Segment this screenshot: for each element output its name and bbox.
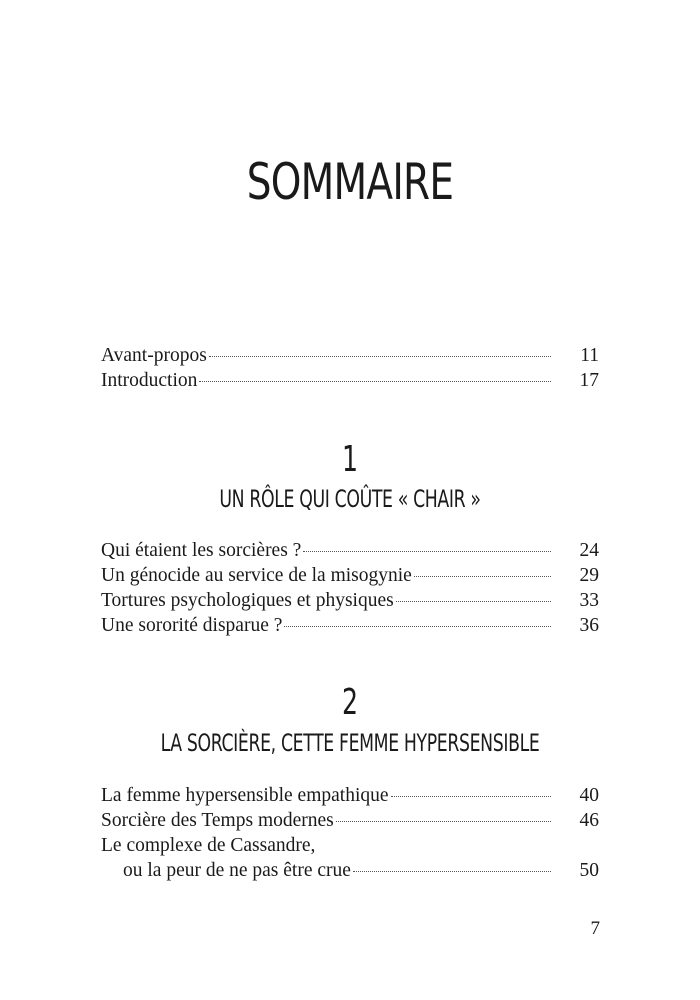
toc-entry-first-line[interactable] — [101, 833, 599, 858]
toc-entry-page: 50 — [579, 860, 599, 881]
toc-entry-page: 24 — [579, 540, 599, 561]
toc-entry[interactable] — [101, 808, 599, 833]
dot-leader — [336, 821, 551, 822]
front-matter-list — [101, 343, 599, 393]
toc-entry-label: ou la peur de ne pas être crue — [123, 860, 351, 881]
part-1-number: 1 — [341, 439, 359, 480]
toc-entry[interactable] — [101, 538, 599, 563]
toc-entry-label: Tortures psychologiques et physiques — [101, 590, 394, 611]
toc-entry-page: 29 — [579, 565, 599, 586]
toc-entry-page: 40 — [579, 785, 599, 806]
toc-entry-page: 11 — [580, 345, 599, 366]
toc-entry-page: 33 — [579, 590, 599, 611]
toc-entry[interactable] — [101, 563, 599, 588]
toc-entry-label: Le complexe de Cassandre, — [101, 835, 316, 856]
dot-leader — [199, 381, 551, 382]
dot-leader — [209, 356, 551, 357]
dot-leader — [391, 796, 551, 797]
part-2-title: LA SORCIÈRE, CETTE FEMME HYPERSENSIBLE — [160, 729, 540, 757]
page-number: 7 — [590, 918, 600, 939]
toc-entry-label: Avant-propos — [101, 345, 207, 366]
toc-entry-label: La femme hypersensible empathique — [101, 785, 389, 806]
toc-entry-page: 46 — [579, 810, 599, 831]
toc-entry[interactable] — [101, 783, 599, 808]
toc-entry-label: Introduction — [101, 370, 198, 391]
toc-entry[interactable] — [101, 368, 599, 393]
toc-entry-label: Un génocide au service de la misogynie — [101, 565, 412, 586]
toc-entry-continuation[interactable] — [101, 858, 599, 883]
toc-entry[interactable] — [101, 588, 599, 613]
dot-leader — [284, 626, 551, 627]
toc-entry-page: 36 — [579, 615, 599, 636]
dot-leader — [353, 871, 551, 872]
part-2-list — [101, 783, 599, 883]
dot-leader — [414, 576, 551, 577]
toc-entry-label: Qui étaient les sorcières ? — [101, 540, 302, 561]
dot-leader — [303, 551, 551, 552]
part-1-list — [101, 538, 599, 638]
part-1-title: UN RÔLE QUI COÛTE « CHAIR » — [219, 485, 481, 513]
toc-entry-page: 17 — [579, 370, 599, 391]
toc-entry-label: Une sororité disparue ? — [101, 615, 283, 636]
toc-entry[interactable] — [101, 343, 599, 368]
toc-entry[interactable] — [101, 613, 599, 638]
dot-leader — [396, 601, 551, 602]
part-2-number: 2 — [341, 682, 359, 723]
toc-entry-label: Sorcière des Temps modernes — [101, 810, 334, 831]
page-title: SOMMAIRE — [246, 152, 454, 211]
